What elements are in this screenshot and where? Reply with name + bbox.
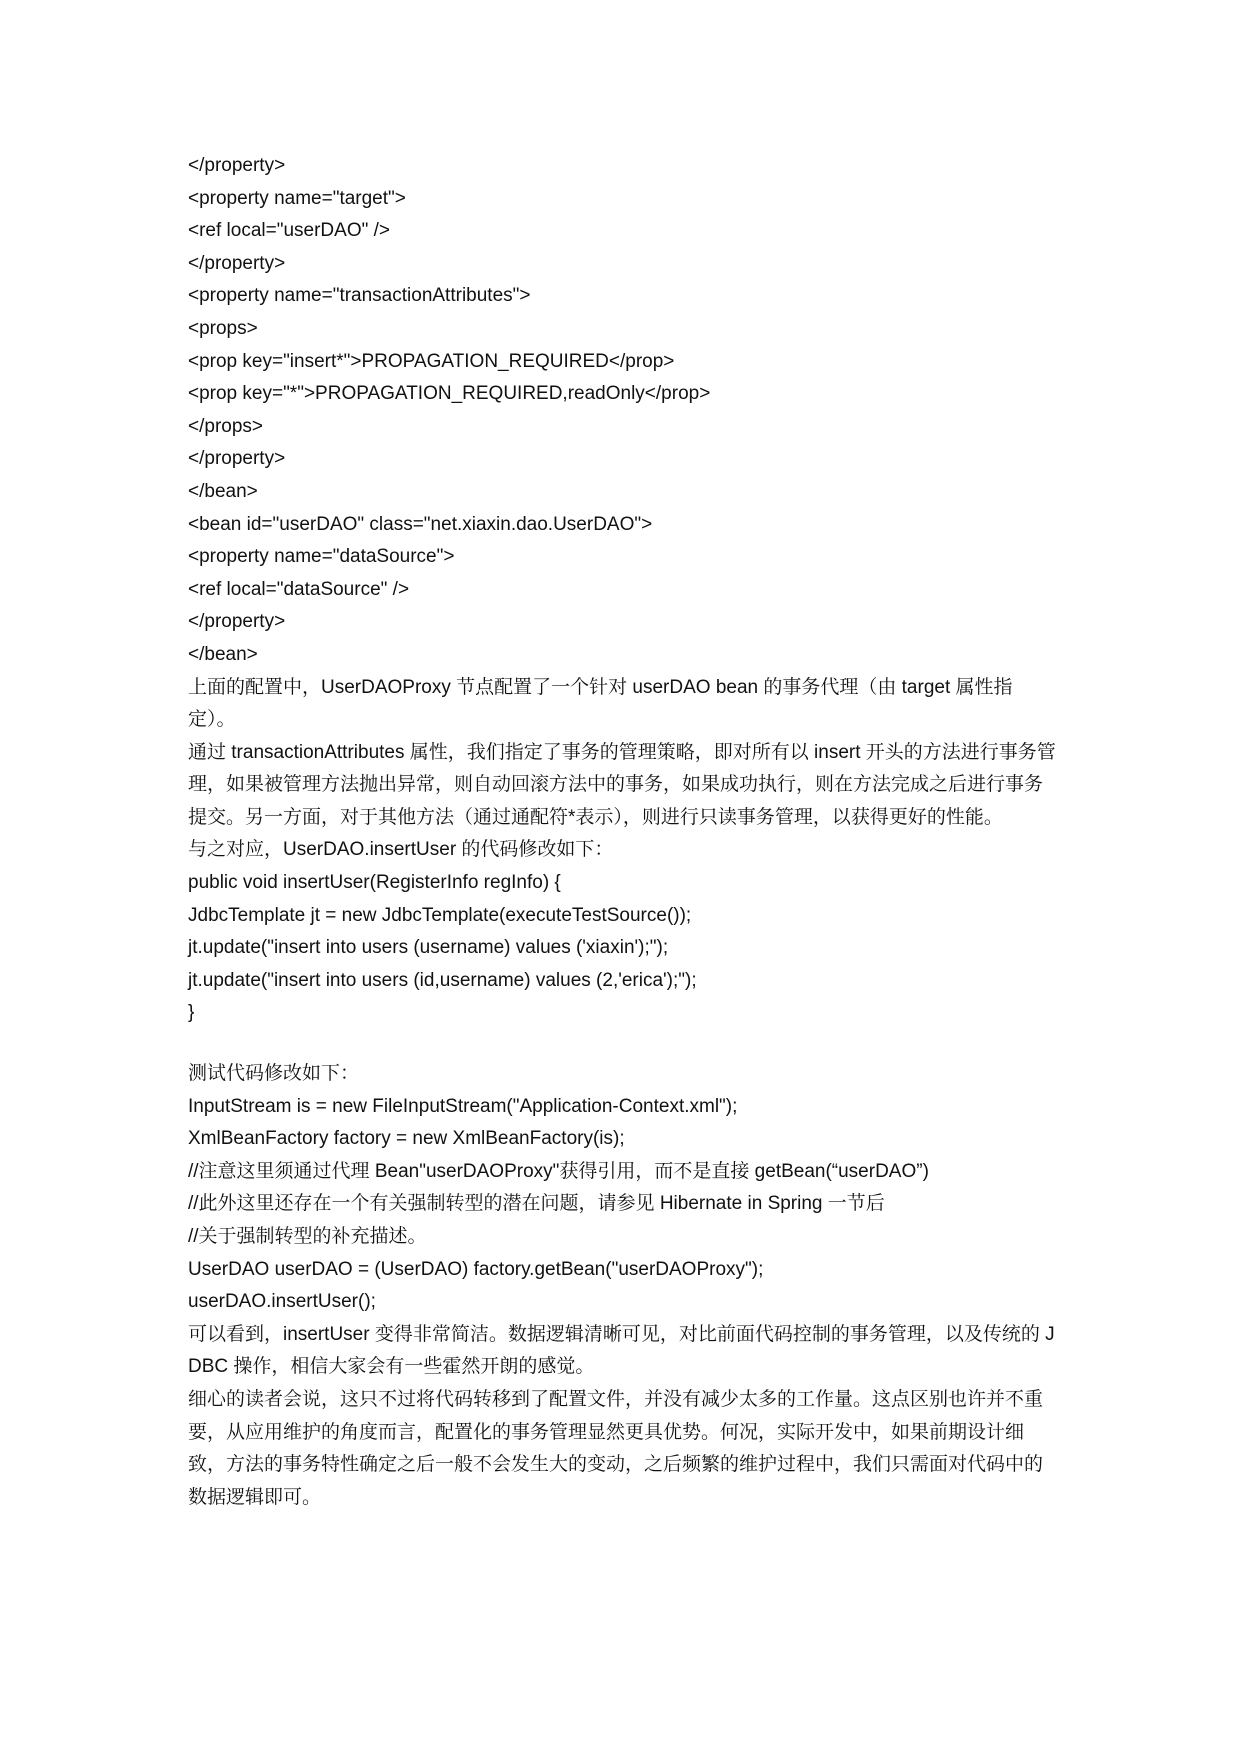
code-line: </bean>	[188, 480, 258, 502]
code-line: jt.update("insert into users (id,username) values (2,'erica');");	[188, 969, 697, 991]
code-line: //注意这里须通过代理 Bean"userDAOProxy"获得引用，而不是直接 getBean(“userDAO”)	[188, 1160, 929, 1182]
code-line: </property>	[188, 448, 286, 470]
paragraph-transaction-attributes: 通过 transactionAttributes 属性，我们指定了事务的管理策略，即对所有以 insert 开头的方法进行事务管理，如果被管理方法抛出异常，则自动回滚方法中的事务，如果成功执行，则在方法完成之后进行事务提交。另一方面，对于其他方法（通过通配符*表示），则进行只读事务管理，以获得更好的性能。	[188, 741, 1056, 828]
code-line: <props>	[188, 317, 258, 339]
code-line: </props>	[188, 415, 263, 437]
paragraph-test-code-intro: 测试代码修改如下：	[188, 1063, 360, 1085]
document-body	[188, 150, 1058, 1514]
insertuser-code	[188, 867, 1058, 1030]
paragraph-proxy-config: 上面的配置中，UserDAOProxy 节点配置了一个针对 userDAO bean 的事务代理（由 target 属性指定）。	[188, 676, 1013, 731]
test-code	[188, 1091, 1058, 1319]
code-line: <property name="target">	[188, 187, 406, 209]
code-line: <bean id="userDAO" class="net.xiaxin.dao.UserDAO">	[188, 513, 653, 535]
code-line: XmlBeanFactory factory = new XmlBeanFactory(is);	[188, 1128, 625, 1150]
code-line: </property>	[188, 611, 286, 633]
blank-line	[188, 1030, 1058, 1058]
code-line: userDAO.insertUser();	[188, 1291, 376, 1313]
code-line: //此外这里还存在一个有关强制转型的潜在问题，请参见 Hibernate in Spring 一节后	[188, 1193, 885, 1215]
code-line: <property name="dataSource">	[188, 546, 455, 568]
code-line: <prop key="*">PROPAGATION_REQUIRED,readOnly</prop>	[188, 383, 711, 405]
paragraph-maintenance: 细心的读者会说，这只不过将代码转移到了配置文件，并没有减少太多的工作量。这点区别也许并不重要，从应用维护的角度而言，配置化的事务管理显然更具优势。何况，实际开发中，如果前期设计细致，方法的事务特性确定之后一般不会发生大的变动，之后频繁的维护过程中，我们只需面对代码中的数据逻辑即可。	[188, 1388, 1044, 1508]
code-line: </property>	[188, 252, 286, 274]
code-line: <ref local="dataSource" />	[188, 578, 410, 600]
code-line: <ref local="userDAO" />	[188, 220, 390, 242]
paragraph-insertuser-intro: 与之对应，UserDAO.insertUser 的代码修改如下：	[188, 839, 614, 861]
code-line: </property>	[188, 155, 286, 176]
code-line: }	[188, 1002, 195, 1024]
code-line: JdbcTemplate jt = new JdbcTemplate(executeTestSource());	[188, 904, 692, 926]
code-line: <property name="transactionAttributes">	[188, 285, 531, 307]
code-line: InputStream is = new FileInputStream("Application-Context.xml");	[188, 1095, 738, 1117]
code-line: UserDAO userDAO = (UserDAO) factory.getBean("userDAOProxy");	[188, 1258, 764, 1280]
xml-config-code	[188, 150, 1058, 672]
code-line: <prop key="insert*">PROPAGATION_REQUIRED</prop>	[188, 350, 675, 372]
code-line: </bean>	[188, 643, 258, 665]
code-line: //关于强制转型的补充描述。	[188, 1226, 427, 1247]
code-line: jt.update("insert into users (username) values ('xiaxin');");	[188, 937, 669, 959]
code-line: public void insertUser(RegisterInfo regInfo) {	[188, 872, 561, 894]
paragraph-conclusion: 可以看到，insertUser 变得非常简洁。数据逻辑清晰可见，对比前面代码控制的事务管理，以及传统的 JDBC 操作，相信大家会有一些霍然开朗的感觉。	[188, 1323, 1055, 1378]
